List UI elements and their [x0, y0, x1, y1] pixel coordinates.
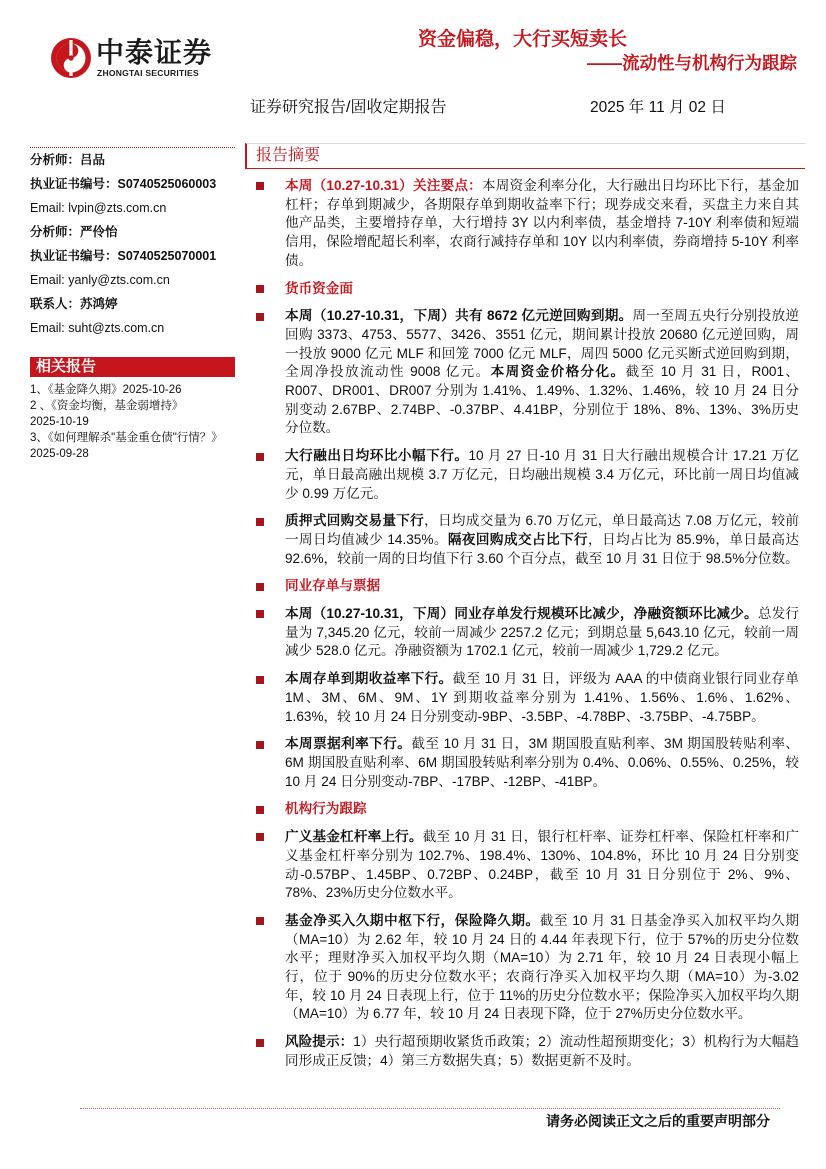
related-reports-list [30, 382, 235, 462]
related-report-item [30, 382, 235, 398]
related-reports-heading: 相关报告 [30, 357, 235, 377]
paragraph-text: 总发行量为 7,345.20 亿元，较前一周减少 2257.2 亿元；到期总量 5,643.10 亿元，较前一周减少 528.0 亿元。净融资额为 1702.1 亿元，较前一周减少 1,729.2 亿元。 [285, 606, 800, 659]
paragraph [245, 828, 805, 903]
paragraph-highlight: 广义基金杠杆率上行。 [285, 829, 423, 845]
related-report-item [30, 430, 235, 462]
paragraph-text: 截至 10 月 31 日，银行杠杆率、证券杠杆率、保险杠杆率和广义基金杠杆率分别为 102.7%、198.4%、130%、104.8%，环比 10 月 24 日分别变动-0.57BP、1.45BP、0.72BP、0.24BP，截至 10 月 31 日分别位于 2%、9%、78%、23%历史分位数水平。 [285, 829, 799, 901]
overview-paragraph [245, 177, 805, 271]
paragraph-highlight: 本周存单到期收益率下行。 [285, 671, 453, 687]
zhongtai-logo-icon [50, 37, 92, 79]
square-bullet-icon [256, 285, 264, 293]
report-subtitle: ——流动性与机构行为跟踪 [587, 53, 797, 73]
paragraph-text: ，日均成交量为 6.70 万亿元，单日最高达 7.08 万亿元，较前一周日均值减少 14.35%。 [285, 513, 799, 547]
square-bullet-icon [256, 583, 264, 591]
related-report-title: 3、《如何理解杀"基金重仓债"行情？》 [30, 432, 223, 444]
square-bullet-icon [256, 453, 264, 461]
paragraph-text: 截至 10 月 31 日，3M 期国股直贴利率、3M 期国股转贴利率、6M 期国股直贴利率、6M 期国股转贴利率分别为 0.4%、0.06%、0.55%、0.25%，较 10 月 24 日分别变动-7BP、-17BP、-12BP、-41BP。 [285, 736, 800, 789]
analyst-name: 分析师：吕品 [30, 153, 106, 167]
paragraph [245, 670, 805, 726]
analyst-name: 分析师：严伶怡 [30, 225, 118, 239]
footer-divider [80, 1108, 780, 1109]
related-report-item [30, 398, 235, 430]
analyst-contacts [30, 147, 235, 340]
section-title-money-market [245, 280, 805, 299]
paragraph-text: 截至 10 月 31 日基金净买入加权平均久期（MA=10）为 2.62 年，较 10 月 24 日的 4.44 年表现下行，位于 57%的历史分位数水平；理财净买入加权平均久期（MA=10）为 2.71 年，较 10 月 24 日表现小幅上行，位于 90%的历史分位数水平；农商行净买入加权平均久期（MA=10）为-3.02 年，较 10 月 24 日表现上行，位于 11%的历史分位数水平；保险净买入加权平均久期（MA=10）为 6.77 年，较 10 月 24 日表现下降，位于 27%历史分位数水平。 [285, 912, 799, 1022]
analyst-email: Email: yanly@zts.com.cn [30, 273, 170, 287]
square-bullet-icon [256, 1039, 264, 1047]
paragraph [245, 447, 805, 503]
square-bullet-icon [256, 676, 264, 684]
related-report-date: 2025-10-26 [122, 384, 182, 396]
paragraph [245, 735, 805, 791]
summary-content [245, 177, 805, 1080]
section-title: 货币资金面 [285, 280, 353, 296]
report-type: 证券研究报告/固收定期报告 [250, 99, 447, 116]
square-bullet-icon [256, 610, 264, 618]
paragraph-highlight: 本周票据利率下行。 [285, 736, 412, 752]
paragraph [245, 605, 805, 661]
paragraph-highlight: 隔夜回购成交占比下行 [447, 531, 589, 547]
related-report-title: 2 、《资金均衡，基金弱增持》 [30, 400, 184, 412]
paragraph-text: ，日均占比为 85.9%，单日最高达 92.6%，较前一周的日均值下行 3.60 个百分点，截至 10 月 31 日位于 98.5%分位数。 [285, 531, 799, 566]
report-title: 资金偏稳，大行买短卖长 [418, 29, 628, 50]
risk-warning [245, 1033, 805, 1070]
contact-name: 联系人：苏鸿婷 [30, 297, 118, 311]
square-bullet-icon [256, 741, 264, 749]
square-bullet-icon [256, 182, 264, 190]
square-bullet-icon [256, 917, 264, 925]
square-bullet-icon [256, 806, 264, 814]
section-title-institution-behavior [245, 800, 805, 819]
paragraph [245, 307, 805, 438]
analyst-cert-number: 执业证书编号：S0740525060003 [30, 177, 217, 191]
paragraph-text: 截至 10 月 31 日，R001、R007、DR001、DR007 分别为 1.41%、1.49%、1.32%、1.46%，较 10 月 24 日分别变动 2.67BP、2.74BP、-0.37BP、4.41BP，分别位于 18%、8%、13%、3%历史分位数。 [285, 364, 800, 436]
paragraph-text: 10 月 27 日-10 月 31 日大行融出规模合计 17.21 万亿元，单日最高融出规模 3.7 万亿元，日均融出规模 3.4 万亿元，环比前一周日均值减少 0.99 万亿元。 [285, 448, 799, 501]
related-report-date: 2025-10-19 [30, 416, 89, 428]
square-bullet-icon [256, 313, 264, 321]
contact-email: Email: suht@zts.com.cn [30, 321, 165, 335]
risk-text: 1）央行超预期收紧货币政策；2）流动性超预期变化；3）机构行为大幅趋同形成正反馈；4）第三方数据失真；5）数据更新不及时。 [285, 1034, 800, 1068]
section-title-ncd-bills [245, 577, 805, 596]
analyst-cert-number: 执业证书编号：S0740525070001 [30, 249, 217, 263]
section-title: 同业存单与票据 [285, 578, 381, 594]
paragraph-text: 周一至周五央行分别投放逆回购 3373、4753、5577、3426、3551 亿元，期间累计投放 20680 亿元逆回购，周一投放 9000 亿元 MLF 和回笼 7000 亿元 MLF，周四 5000 亿元买断式逆回购到期，全周净投放流动性 9008 亿元。 [285, 308, 799, 380]
square-bullet-icon [256, 833, 264, 841]
paragraph-highlight: 基金净买入久期中枢下行，保险降久期。 [285, 912, 540, 928]
paragraph-highlight: 大行融出日均环比小幅下行。 [285, 448, 469, 464]
paragraph-highlight: 本周（10.27-10.31，下周）共有 8672 亿元逆回购到期。 [285, 308, 633, 324]
company-name-cn: 中泰证券 [96, 37, 213, 68]
overview-lead: 本周（10.27-10.31）关注要点： [285, 178, 482, 193]
risk-lead: 风险提示： [285, 1034, 354, 1050]
report-date: 2025 年 11 月 02 日 [590, 99, 726, 116]
section-title: 机构行为跟踪 [285, 801, 367, 817]
overview-text: 本周资金利率分化，大行融出日均环比下行，基金加杠杆；存单到期减少，各期限存单到期收益率下行；现券成交来看，买盘主力来自其他产品类，主要增持存单，大行增持 3Y 以内利率债，基金增持 7-10Y 利率债和短端信用，保险增配超长利率，农商行减持存单和 10Y 以内利率债，券商增持 5-10Y 利率债。 [285, 178, 800, 268]
paragraph-highlight: 质押式回购交易量下行 [285, 513, 425, 529]
related-report-title: 1、《基金降久期》 [30, 384, 123, 396]
paragraph [245, 912, 805, 1024]
paragraph-text: 截至 10 月 31 日，评级为 AAA 的中债商业银行同业存单 1M、3M、6M、9M、1Y 到期收益率分别为 1.41%、1.56%、1.6%、1.62%、1.63%，较 10 月 24 日分别变动-9BP、-3.5BP、-4.78BP、-3.75BP、-4.75BP。 [285, 671, 800, 724]
related-report-date: 2025-09-28 [30, 448, 89, 460]
footer-disclaimer: 请务必阅读正文之后的重要声明部分 [546, 1113, 770, 1129]
related-reports [30, 357, 235, 462]
analyst-email: Email: lvpin@zts.com.cn [30, 201, 167, 215]
paragraph-highlight: 本周资金价格分化。 [490, 364, 626, 380]
paragraph-highlight: 本周（10.27-10.31，下周）同业存单发行规模环比减少，净融资额环比减少。 [285, 606, 758, 622]
company-name-en: ZHONGTAI SECURITIES [97, 68, 199, 78]
company-logo [50, 36, 222, 82]
summary-heading: 报告摘要 [256, 147, 321, 164]
summary-heading-bar [245, 143, 805, 169]
paragraph [245, 512, 805, 568]
square-bullet-icon [256, 518, 264, 526]
